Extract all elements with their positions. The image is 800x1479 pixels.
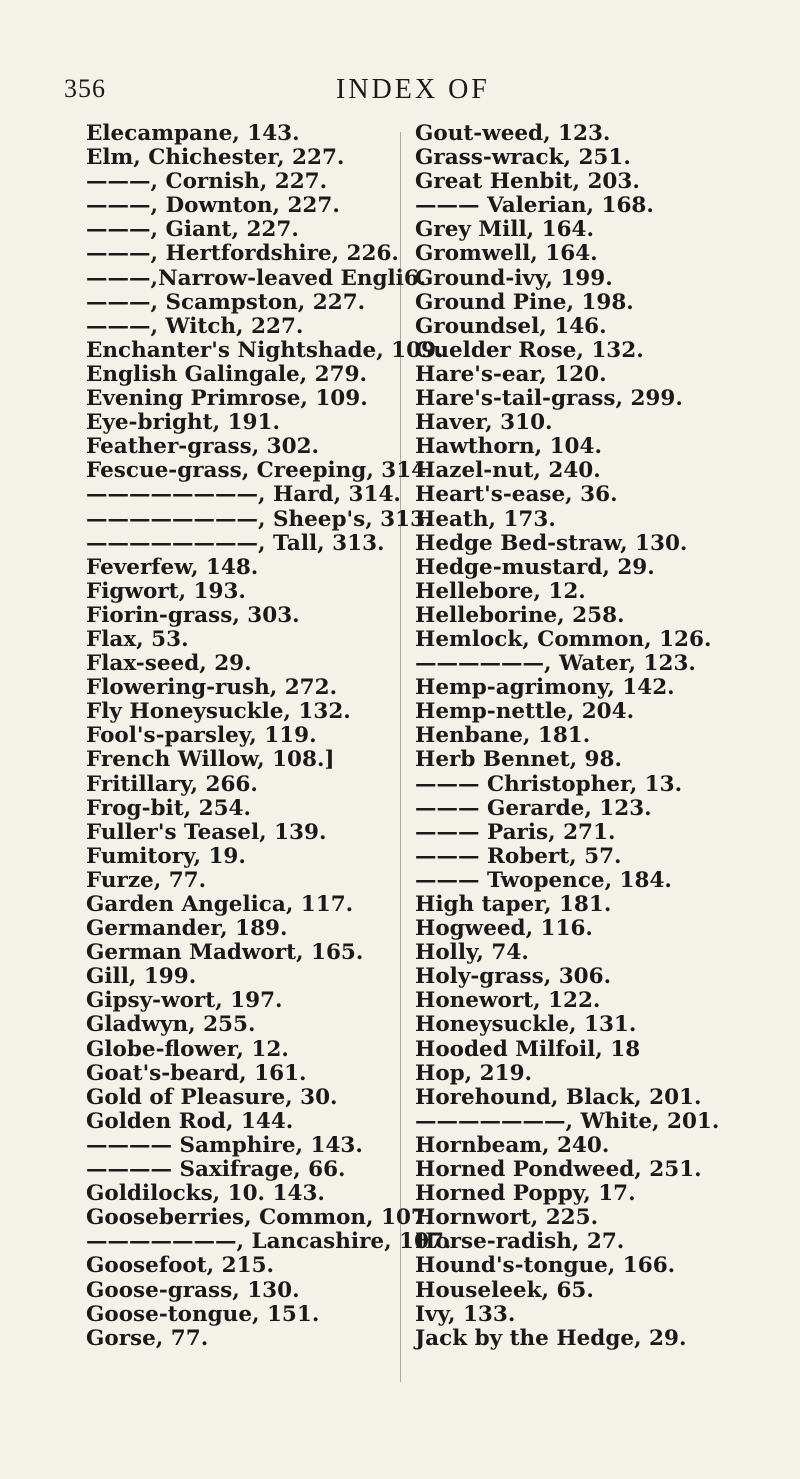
index-entry: Gout-weed, 123. (415, 121, 611, 146)
index-entry: Gill, 199. (86, 964, 197, 990)
index-entry: Elm, Chichester, 227. (86, 145, 345, 171)
index-entry: Goose-grass, 130. (86, 1277, 300, 1303)
index-entry: Figwort, 193. (86, 578, 246, 604)
index-entry: Ground-ivy, 199. (415, 265, 613, 291)
index-entry: Furze, 77. (86, 867, 207, 893)
index-entry: Gorse, 77. (86, 1325, 209, 1351)
index-entry: Feverfew, 148. (86, 554, 259, 580)
index-entry: ———————, White, 201. (415, 1108, 720, 1134)
index-entry: Goosefoot, 215. (86, 1253, 275, 1279)
index-entry: Great Henbit, 203. (415, 169, 640, 195)
index-entry: Groundsel, 146. (415, 313, 607, 339)
index-entry: Hemlock, Common, 126. (415, 626, 712, 652)
index-entry: Horned Poppy, 17. (415, 1181, 636, 1207)
index-entry: Heath, 173. (415, 506, 556, 532)
index-entry: Flax-seed, 29. (86, 651, 252, 677)
index-entry: Gipsy-wort, 197. (86, 988, 283, 1014)
index-entry: ———, Cornish, 227. (86, 169, 328, 195)
index-entry: Hedge Bed-straw, 130. (415, 530, 688, 556)
index-entry: Germander, 189. (86, 916, 288, 942)
index-entry: Eye-bright, 191. (86, 410, 280, 436)
index-entry: Hemp-nettle, 204. (415, 699, 635, 725)
index-entry: Houseleek, 65. (415, 1277, 594, 1303)
index-entry: ——— Valerian, 168. (415, 193, 654, 219)
index-entry: Holly, 74. (415, 940, 529, 966)
index-entry: ———, Downton, 227. (86, 193, 340, 219)
index-entry: ——— Paris, 271. (415, 819, 616, 845)
index-entry: Hare's-tail-grass, 299. (415, 386, 683, 412)
index-entry: Fiorin-grass, 303. (86, 602, 300, 628)
index-entry: English Galingale, 279. (86, 361, 368, 387)
index-entry: Garden Angelica, 117. (86, 892, 354, 917)
page-header (0, 74, 800, 110)
index-entry: Hooded Milfoil, 18 (415, 1036, 641, 1062)
index-entry: Helleborine, 258. (415, 602, 625, 628)
index-entry: Hellebore, 12. (415, 578, 586, 604)
index-entry: Fescue-grass, Creeping, 314. (86, 458, 434, 484)
index-entry: Flowering-rush, 272. (86, 675, 338, 701)
index-entry: Hornwort, 225. (415, 1205, 599, 1231)
index-column-left (86, 121, 452, 1351)
index-entry: French Willow, 108.] (86, 747, 335, 773)
index-entry: Hemp-agrimony, 142. (415, 675, 675, 701)
index-entry: Holy-grass, 306. (415, 964, 612, 990)
index-entry: Hare's-ear, 120. (415, 361, 607, 387)
index-entry: ———— Samphire, 143. (86, 1132, 363, 1158)
index-entry: Gold of Pleasure, 30. (86, 1084, 338, 1110)
index-entry: Honewort, 122. (415, 988, 601, 1014)
index-entry: ————————, Sheep's, 313. (86, 506, 433, 532)
index-entry: Goldilocks, 10. 143. (86, 1181, 325, 1207)
index-entry: Hedge-mustard, 29. (415, 554, 655, 580)
index-entry: Guelder Rose, 132. (415, 337, 644, 363)
index-entry: Fumitory, 19. (86, 843, 246, 869)
index-entry: ———, Scampston, 227. (86, 289, 366, 315)
column-divider (400, 132, 401, 1382)
index-entry: Heart's-ease, 36. (415, 482, 618, 508)
index-entry: High taper, 181. (415, 892, 612, 917)
index-entry: Evening Primrose, 109. (86, 386, 368, 412)
index-entry: Herb Bennet, 98. (415, 747, 622, 773)
index-entry: Gromwell, 164. (415, 241, 598, 267)
index-entry: Hop, 219. (415, 1060, 533, 1086)
index-column-right (415, 122, 790, 1351)
index-entry: German Madwort, 165. (86, 940, 364, 966)
index-entry: Hound's-tongue, 166. (415, 1253, 676, 1279)
index-entry: Horse-radish, 27. (415, 1229, 625, 1255)
running-head: INDEX OF (336, 74, 490, 105)
index-entry: Horned Pondweed, 251. (415, 1157, 702, 1183)
index-entry: Fuller's Teasel, 139. (86, 819, 327, 845)
index-entry: ——— Christopher, 13. (415, 771, 683, 797)
index-entry: Jack by the Hedge, 29. (415, 1325, 687, 1351)
index-entry: ———,Narrow-leaved Engli6. (86, 265, 427, 291)
index-entry: Fly Honeysuckle, 132. (86, 699, 351, 725)
index-entry: Gladwyn, 255. (86, 1012, 256, 1038)
index-entry: ————————, Tall, 313. (86, 530, 385, 556)
index-entry: Goose-tongue, 151. (86, 1301, 320, 1327)
index-entry: ——— Gerarde, 123. (415, 795, 652, 821)
index-entry: Feather-grass, 302. (86, 434, 320, 460)
index-entry: ——— Robert, 57. (415, 843, 622, 869)
index-entry: Ivy, 133. (415, 1301, 516, 1327)
page-number: 356 (64, 74, 106, 103)
index-entry: Golden Rod, 144. (86, 1108, 294, 1134)
index-entry: Hornbeam, 240. (415, 1132, 610, 1158)
index-entry: Hawthorn, 104. (415, 434, 602, 460)
index-entry: Gooseberries, Common, 107. (86, 1205, 434, 1231)
index-entry: ————————, Hard, 314. (86, 482, 401, 508)
index-entry: Frog-bit, 254. (86, 795, 251, 821)
index-entry: Horehound, Black, 201. (415, 1084, 702, 1110)
index-entry: Grass-wrack, 251. (415, 145, 631, 171)
index-entry: ———, Hertfordshire, 226. (86, 241, 399, 267)
index-entry: Hogweed, 116. (415, 916, 593, 942)
index-entry: Ground Pine, 198. (415, 289, 634, 315)
index-entry: Enchanter's Nightshade, 109. (86, 337, 444, 363)
index-entry: Flax, 53. (86, 626, 189, 652)
index-entry: ———————, Lancashire, 107. (86, 1229, 452, 1255)
index-entry: Fool's-parsley, 119. (86, 723, 317, 749)
index-entry: Honeysuckle, 131. (415, 1012, 637, 1038)
index-entry: Goat's-beard, 161. (86, 1060, 307, 1086)
index-entry: Grey Mill, 164. (415, 217, 594, 243)
index-entry: Globe-flower, 12. (86, 1036, 289, 1062)
index-entry: ——— Twopence, 184. (415, 867, 672, 893)
index-entry: ———, Giant, 227. (86, 217, 299, 243)
index-entry: ———, Witch, 227. (86, 313, 304, 339)
index-entry: Fritillary, 266. (86, 771, 258, 797)
index-entry: ———— Saxifrage, 66. (86, 1157, 346, 1183)
index-entry: ——————, Water, 123. (415, 651, 696, 677)
index-entry: Henbane, 181. (415, 723, 591, 749)
index-entry: Hazel-nut, 240. (415, 458, 601, 484)
index-entry: Elecampane, 143. (86, 121, 300, 146)
index-entry: Haver, 310. (415, 410, 553, 436)
